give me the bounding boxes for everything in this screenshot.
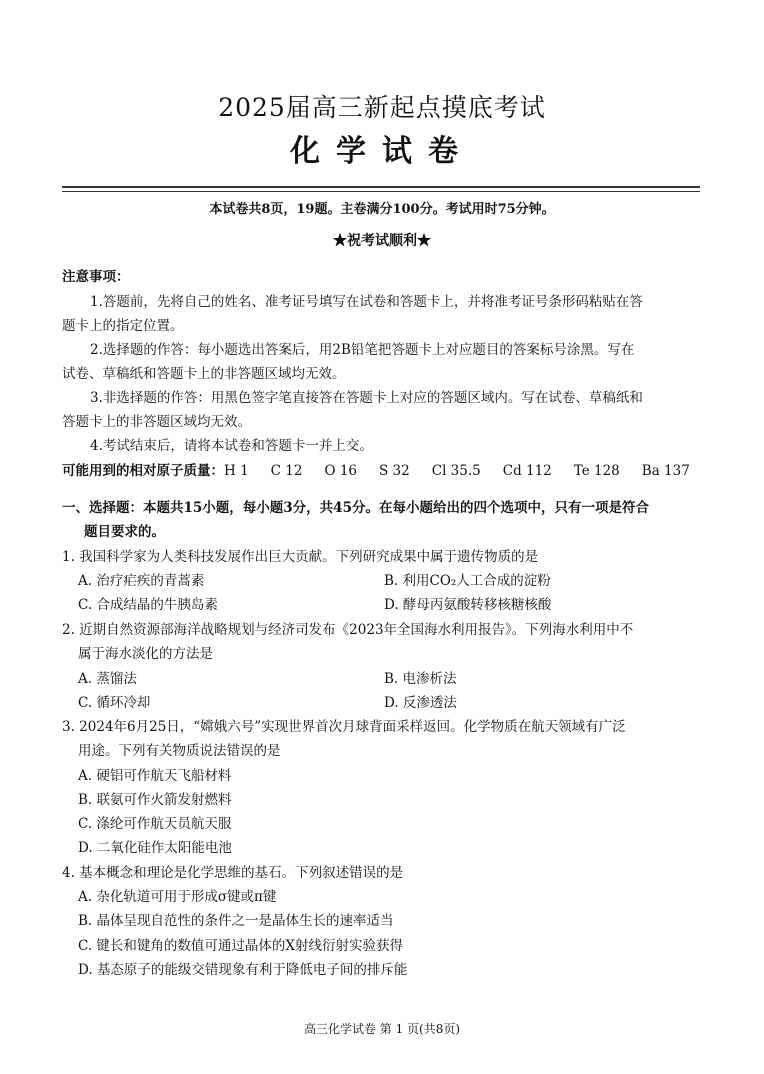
question-4-option-b: B. 晶体呈现自范性的条件之一是晶体生长的速率适当 bbox=[78, 913, 394, 929]
notes-line: 答题卡上的非答题区域均无效。 bbox=[62, 414, 251, 430]
notes-line: 试卷、草稿纸和答题卡上的非答题区域均无效。 bbox=[62, 366, 346, 382]
atomic-mass-item: S 32 bbox=[379, 463, 410, 479]
question-2-stem: 2. 近期自然资源部海洋战略规划与经济司发布《2023年全国海水利用报告》。下列海水利用中不 bbox=[62, 622, 634, 638]
question-3-stem-cont: 用途。下列有关物质说法错误的是 bbox=[78, 743, 281, 759]
notes-line: 2.选择题的作答：每小题选出答案后，用2B铅笔把答题卡上对应题目的答案标号涂黑。写在 bbox=[90, 342, 635, 358]
atomic-masses-label: 可能用到的相对原子质量： bbox=[62, 463, 224, 479]
subject-title: 化学试卷 bbox=[290, 134, 474, 169]
page-footer: 高三化学试卷 第 1 页(共8页) bbox=[303, 1022, 461, 1036]
atomic-mass-item: Te 128 bbox=[573, 463, 620, 479]
question-2-option-c: C. 循环冷却 bbox=[78, 695, 151, 711]
question-3-option-d: D. 二氧化硅作太阳能电池 bbox=[78, 840, 232, 856]
question-1-stem: 1. 我国科学家为人类科技发展作出巨大贡献。下列研究成果中属于遗传物质的是 bbox=[62, 549, 539, 565]
question-2-stem-cont: 属于海水淡化的方法是 bbox=[78, 646, 213, 662]
question-4-option-d: D. 基态原子的能级交错现象有利于降低电子间的排斥能 bbox=[78, 962, 408, 978]
notes-heading: 注意事项： bbox=[62, 269, 130, 285]
atomic-mass-item: Cl 35.5 bbox=[431, 463, 481, 479]
atomic-mass-item: O 16 bbox=[324, 463, 358, 479]
question-3-option-b: B. 联氨可作火箭发射燃料 bbox=[78, 792, 232, 808]
question-1-option-c: C. 合成结晶的牛胰岛素 bbox=[78, 597, 218, 613]
atomic-mass-item: Ba 137 bbox=[641, 463, 690, 479]
notes-line: 1.答题前，先将自己的姓名、准考证号填写在试卷和答题卡上，并将准考证号条形码粘贴在答 bbox=[90, 294, 643, 310]
atomic-mass-item: C 12 bbox=[270, 463, 303, 479]
exam-info: 本试卷共8页，19题。主卷满分100分。考试用时75分钟。 bbox=[209, 202, 555, 217]
question-2-option-b: B. 电渗析法 bbox=[384, 671, 457, 687]
question-3-stem: 3. 2024年6月25日，“嫦娥六号”实现世界首次月球背面采样返回。化学物质在航天领域有广泛 bbox=[62, 719, 626, 735]
section-heading: 一、选择题：本题共15小题，每小题3分，共45分。在每小题给出的四个选项中，只有一项是符合 bbox=[62, 500, 649, 516]
question-1-option-b: B. 利用CO₂人工合成的淀粉 bbox=[384, 573, 551, 589]
question-1-option-a: A. 治疗疟疾的青蒿素 bbox=[78, 573, 205, 589]
notes-line: 3.非选择题的作答：用黑色签字笔直接答在答题卡上对应的答题区域内。写在试卷、草稿纸和 bbox=[90, 390, 643, 406]
question-1-option-d: D. 酵母丙氨酸转移核糖核酸 bbox=[384, 597, 552, 613]
question-4-stem: 4. 基本概念和理论是化学思维的基石。下列叙述错误的是 bbox=[62, 865, 404, 881]
notes-line: 4.考试结束后，请将本试卷和答题卡一并上交。 bbox=[90, 438, 373, 454]
question-2-option-d: D. 反渗透法 bbox=[384, 695, 457, 711]
good-luck-banner: ★祝考试顺利★ bbox=[333, 233, 431, 249]
header-rule-thick bbox=[62, 186, 700, 188]
question-4-option-a: A. 杂化轨道可用于形成σ键或π键 bbox=[78, 889, 277, 905]
section-heading-cont: 题目要求的。 bbox=[84, 524, 165, 540]
atomic-mass-item: Cd 112 bbox=[502, 463, 552, 479]
atomic-mass-item: H 1 bbox=[224, 463, 249, 479]
question-3-option-a: A. 硬铝可作航天飞船材料 bbox=[78, 768, 232, 784]
question-4-option-c: C. 键长和键角的数值可通过晶体的X射线衍射实验获得 bbox=[78, 938, 404, 954]
question-2-option-a: A. 蒸馏法 bbox=[78, 671, 137, 687]
exam-title: 2025届高三新起点摸底考试 bbox=[218, 93, 546, 122]
atomic-masses-row bbox=[62, 459, 712, 479]
header-rule-thin bbox=[62, 191, 700, 192]
question-3-option-c: C. 涤纶可作航天员航天服 bbox=[78, 816, 232, 832]
notes-line: 题卡上的指定位置。 bbox=[62, 318, 184, 334]
